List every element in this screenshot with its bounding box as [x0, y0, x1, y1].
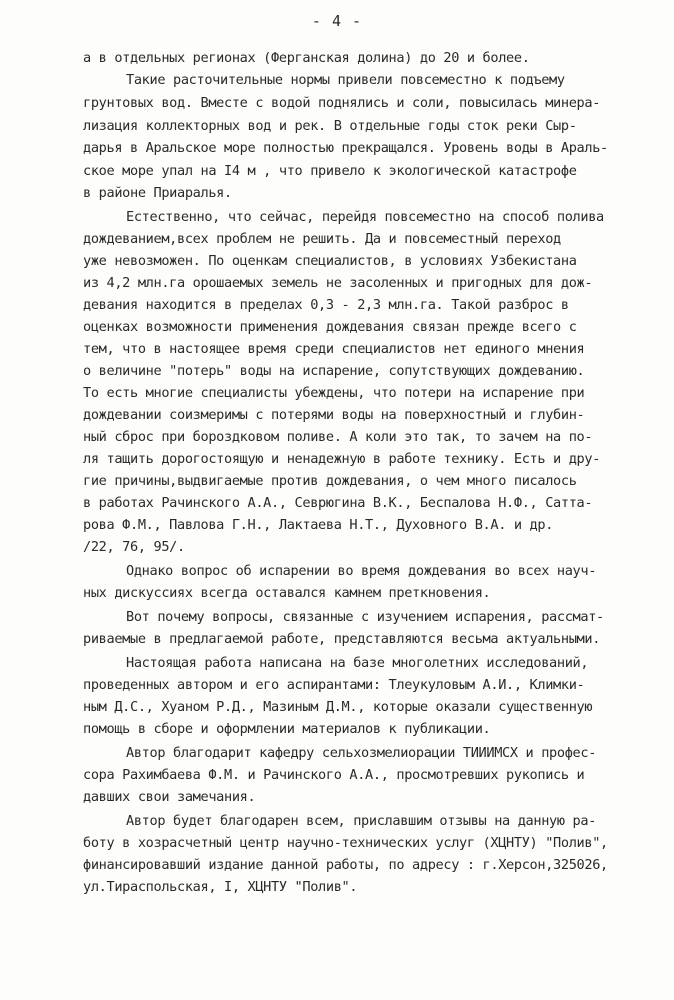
text-line: Автор будет благодарен всем, приславшим отзывы на данную ра-: [126, 813, 597, 829]
text-line: девания находится в пределах 0,3 - 2,3 млн.га. Такой разброс в: [83, 297, 569, 313]
text-line: ный сброс при бороздковом поливе. А коли это так, то зачем на по-: [83, 429, 593, 445]
text-line: риваемые в предлагаемой работе, представляются весьма актуальными.: [83, 631, 601, 647]
text-line: в районе Приаралья.: [83, 185, 232, 201]
text-line: в работах Рачинского А.А., Севрюгина В.К., Беспалова Н.Ф., Сатта-: [83, 495, 593, 511]
text-line: грунтовых вод. Вместе с водой поднялись и соли, повысилась минера-: [83, 95, 601, 111]
text-line: ных дискуссиях всегда оставался камнем преткновения.: [83, 585, 491, 601]
text-line: /22, 76, 95/.: [83, 539, 185, 555]
text-line: финансировавший издание данной работы, по адресу : г.Херсон,325026,: [83, 857, 608, 873]
text-line: рова Ф.М., Павлова Г.Н., Лактаева Н.Т., Духовного В.А. и др.: [83, 517, 554, 533]
text-line: боту в хозрасчетный центр научно-технических услуг (ХЦНТУ) "Полив",: [83, 835, 608, 851]
text-line: ское море упал на I4 м , что привело к экологической катастрофе: [83, 163, 577, 179]
text-line: а в отдельных регионах (Ферганская долина) до 20 и более.: [83, 50, 530, 66]
text-line: дождевании соизмеримы с потерями воды на поверхностный и глубин-: [83, 407, 585, 423]
text-line: гие причины,выдвигаемые против дождевания, о чем много писалось: [83, 473, 577, 489]
text-line: ля тащить дорогостоящую и ненадежную в работе технику. Есть и дру-: [83, 451, 601, 467]
text-line: помощь в сборе и оформлении материалов к публикации.: [83, 721, 491, 737]
text-line: сора Рахимбаева Ф.М. и Рачинского А.А., просмотревших рукопись и: [83, 767, 585, 783]
text-line: проведенных автором и его аспирантами: Тлеукуловым А.И., Климки-: [83, 677, 585, 693]
text-line: Вот почему вопросы, связанные с изучением испарения, рассмат-: [126, 609, 604, 625]
page-number: - 4 -: [311, 12, 363, 30]
text-line: ул.Тираспольская, I, ХЦНТУ "Полив".: [83, 879, 358, 895]
text-line: тем, что в настоящее время среди специалистов нет единого мнения: [83, 341, 585, 357]
text-line: Автор благодарит кафедру сельхозмелиорации ТИИИМСХ и профес-: [126, 745, 597, 761]
text-line: То есть многие специалисты убеждены, что потери на испарение при: [83, 385, 585, 401]
text-line: уже невозможен. По оценкам специалистов, в условиях Узбекистана: [83, 253, 577, 269]
text-line: дарья в Аральское море полностью прекращался. Уровень воды в Араль-: [83, 140, 608, 156]
text-line: дождеванием,всех проблем не решить. Да и повсеместный переход: [83, 231, 561, 247]
text-line: Настоящая работа написана на базе многолетних исследований,: [126, 655, 589, 671]
text-line: о величине "потерь" воды на испарение, сопутствующих дождеванию.: [83, 363, 585, 379]
text-line: из 4,2 млн.га орошаемых земель не засоленных и пригодных для дож-: [83, 275, 593, 291]
text-line: Такие расточительные нормы привели повсеместно к подъему: [126, 72, 565, 88]
text-line: оценках возможности применения дождевания связан прежде всего с: [83, 319, 577, 335]
text-line: давших свои замечания.: [83, 789, 256, 805]
text-line: лизация коллекторных вод и рек. В отдельные годы сток реки Сыр-: [83, 118, 577, 134]
text-line: Однако вопрос об испарении во время дождевания во всех науч-: [126, 563, 597, 579]
text-line: Естественно, что сейчас, перейдя повсеместно на способ полива: [126, 209, 604, 225]
text-line: ным Д.С., Хуаном Р.Д., Мазиным Д.М., которые оказали существенную: [83, 699, 593, 715]
